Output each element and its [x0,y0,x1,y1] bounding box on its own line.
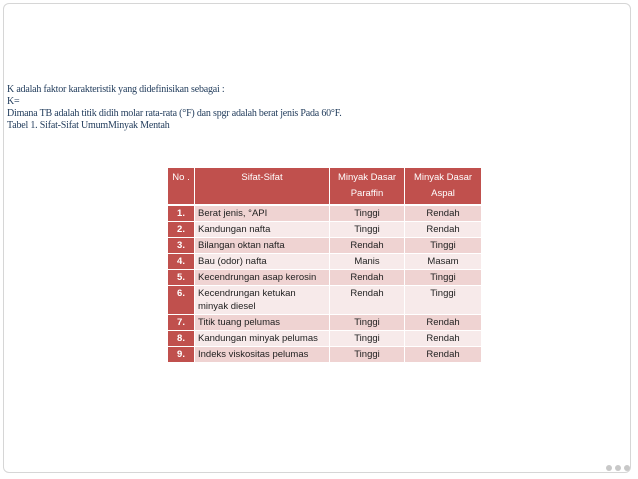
cell-sifat: Indeks viskositas pelumas [195,347,330,363]
cell-no: 5. [168,270,195,286]
cell-paraffin: Tinggi [330,315,405,331]
cell-no: 9. [168,347,195,363]
cell-no: 7. [168,315,195,331]
table-row [168,238,481,254]
table-header-row [168,168,481,205]
cell-paraffin: Tinggi [330,205,405,222]
cell-aspal: Rendah [405,347,482,363]
cell-paraffin: Rendah [330,270,405,286]
cell-aspal: Tinggi [405,238,482,254]
cell-no: 1. [168,205,195,222]
table-row [168,270,481,286]
header-paraffin: Minyak Dasar Paraffin [330,168,405,205]
header-aspal: Minyak Dasar Aspal [405,168,482,205]
intro-text [7,84,627,132]
table-row [168,315,481,331]
cell-aspal: Tinggi [405,270,482,286]
cell-sifat: Kandungan nafta [195,222,330,238]
header-sifat: Sifat-Sifat [195,168,330,205]
nav-dot [606,465,612,471]
table-row [168,331,481,347]
cell-no: 3. [168,238,195,254]
cell-no: 4. [168,254,195,270]
table-row [168,286,481,315]
table-row [168,222,481,238]
cell-sifat: Kecendrungan asap kerosin [195,270,330,286]
table-row [168,205,481,222]
intro-line-definition: K adalah faktor karakteristik yang didefinisikan sebagai : [7,84,225,95]
intro-line-explanation: Dimana TB adalah titik didih molar rata-rata (°F) dan spgr adalah berat jenis Pada 60°F. [7,108,342,119]
cell-paraffin: Tinggi [330,347,405,363]
cell-no: 8. [168,331,195,347]
properties-table-wrapper [168,168,481,363]
cell-sifat: Bau (odor) nafta [195,254,330,270]
cell-sifat: Titik tuang pelumas [195,315,330,331]
nav-dot [624,465,630,471]
cell-paraffin: Tinggi [330,331,405,347]
intro-line-formula: K= [7,96,20,107]
cell-sifat: Berat jenis, °API [195,205,330,222]
header-no: No . [168,168,195,205]
table-caption: Tabel 1. Sifat-Sifat UmumMinyak Mentah [7,120,170,131]
cell-aspal: Rendah [405,205,482,222]
table-row [168,347,481,363]
cell-sifat: Kecendrungan ketukan minyak diesel [195,286,330,315]
table-body [168,205,481,363]
cell-aspal: Masam [405,254,482,270]
cell-sifat: Kandungan minyak pelumas [195,331,330,347]
cell-aspal: Tinggi [405,286,482,315]
cell-aspal: Rendah [405,331,482,347]
cell-paraffin: Rendah [330,286,405,315]
cell-sifat: Bilangan oktan nafta [195,238,330,254]
cell-no: 6. [168,286,195,315]
cell-paraffin: Rendah [330,238,405,254]
table-row [168,254,481,270]
cell-paraffin: Tinggi [330,222,405,238]
cell-paraffin: Manis [330,254,405,270]
nav-dot [615,465,621,471]
properties-table [168,168,481,363]
cell-no: 2. [168,222,195,238]
cell-aspal: Rendah [405,222,482,238]
slide-nav-dots [606,465,630,471]
cell-aspal: Rendah [405,315,482,331]
